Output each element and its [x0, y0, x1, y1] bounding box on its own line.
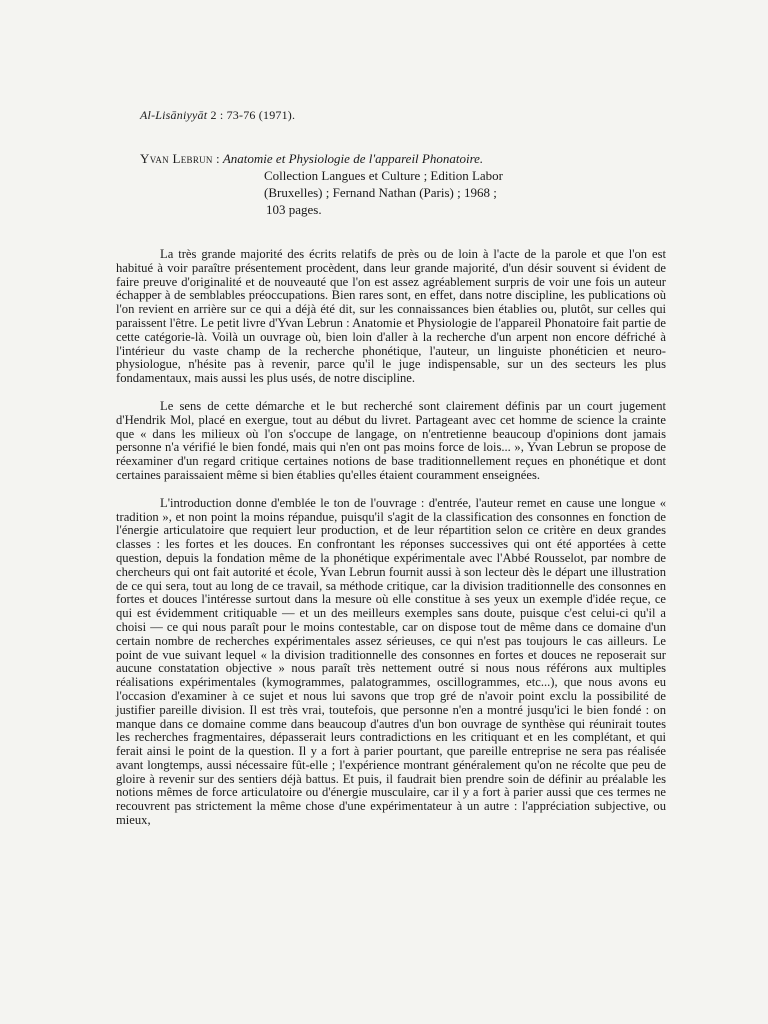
journal-name: Al-Lisāniyyāt	[140, 108, 208, 122]
journal-citation	[140, 108, 295, 123]
publication-line-1: Collection Langues et Culture ; Edition Labor	[264, 168, 504, 183]
publication-line-2: (Bruxelles) ; Fernand Nathan (Paris) ; 1968 ;	[264, 185, 497, 200]
book-title: Anatomie et Physiologie de l'appareil Phonatoire.	[222, 151, 484, 166]
paragraph-3: L'introduction donne d'emblée le ton de l'ouvrage : d'entrée, l'auteur remet en cause une longue « tradition », et non point la moins répandue, puisqu'il s'agit de la classification des consonnes en fonction de l'énergie articulatoire que requiert leur production, et de leur répartition selon ce critère en deux grandes classes : les fortes et les douces. En confrontant les réponses successives qui ont été apportées à cette question, depuis la fondation même de la phonétique expérimentale avec l'Abbé Rousselot, par nombre de chercheurs qui ont fait autorité et école, Yvan Lebrun fournit aussi à son lecteur dès le départ une illustration de ce qui sera, tout au long de ce travail, sa méthode critique, car la division traditionnelle des consonnes en fortes et douces l'intéresse surtout dans la mesure où elle constitue à ses yeux un exemple d'idée reçue, ce qui est évidemment critiquable — et un des meilleurs exemples sans doute, puisque c'est celui-ci qu'il a choisi — ce qui nous paraît pour le moins contestable, car on dispose tout de même dans ce domaine d'un certain nombre de recherches expérimentales assez sérieuses, ce qui n'est pas toujours le cas ailleurs. Le point de vue suivant lequel « la division traditionnelle des consonnes en fortes et douces ne reposerait sur aucune constatation objective » nous paraît très nettement outré si nous nous référons aux multiples réalisations expérimentales (kymogrammes, palatogrammes, oscillogrammes, etc...), que nous avons eu l'occasion d'examiner à ce sujet et nous lui savons que trop gré de n'avoir point exclu la possibilité de justifier pareille division. Il est très vrai, toutefois, que personne n'en a montré jusqu'ici le bien fondé : on manque dans ce domaine comme dans beaucoup d'autres d'un bon ouvrage de synthèse qui réunirait toutes les recherches fragmentaires, dépasserait leurs contradictions en les critiquant et en les complétant, et qui ferait ainsi le point de la question. Il y a fort à parier pourtant, que pareille entreprise ne sera pas réalisée avant longtemps, aussi nécessaire fût-elle ; l'expérience montrant généralement qu'on ne récolte que peu de gloire à revenir sur des sentiers déjà battus. Et puis, il faudrait bien prendre soin de définir au préalable les notions mêmes de force articulatoire ou d'énergie musculaire, car il y a fort à parier aussi que ces termes ne recouvrent pas strictement la même chose d'une expérimentateur à un autre : l'appréciation subjective, ou mieux,	[116, 495, 666, 828]
page-count: 103 pages.	[266, 202, 322, 217]
paragraph-2: Le sens de cette démarche et le but recherché sont clairement définis par un court jugement d'Hendrik Mol, placé en exergue, tout au début du livret. Partageant avec cet homme de science la crainte que « dans les milieux où l'on s'occupe de langage, on n'entretienne beaucoup d'opinions dont jamais personne n'a vérifié le bien fondé, mais qui n'en ont pas moins force de lois... », Yvan Lebrun se propose de réexaminer d'un regard critique certaines notions de base traditionnellement reçues en phonétique et dont certaines paraissaient même si bien établies qu'elles étaient couramment enseignées.	[116, 398, 666, 482]
review-header	[140, 150, 640, 218]
review-body	[116, 248, 666, 842]
review-author: Yvan Lebrun	[140, 151, 213, 166]
journal-details: 2 : 73-76 (1971).	[210, 108, 296, 122]
paragraph-1: La très grande majorité des écrits relatifs de près ou de loin à l'acte de la parole et que l'on est habitué à voir paraître présentement procèdent, dans leur grande majorité, d'un désir souvent si évident de faire preuve d'originalité et de nouveauté que l'on est assez agréablement surpris de voir une fois un auteur échapper à de semblables préoccupations. Bien rares sont, en effet, dans notre discipline, les publications où l'on revient en arrière sur ce qui a déjà été dit, sur les connaissances bien établies ou, plutôt, sur celles qui paraissent l'être. Le petit livre d'Yvan Lebrun : Anatomie et Physiologie de l'appareil Phonatoire fait partie de cette catégorie-là. Voilà un ouvrage où, bien loin d'aller à la recherche d'un arpent non encore défriché à l'intérieur du vaste champ de la recherche phonétique, l'auteur, un linguiste phonéticien et neuro-physiologue, n'hésite pas à revenir, parce qu'il le juge indispensable, sur un des secteurs les plus fondamentaux, mais aussi les plus usés, de notre discipline.	[116, 247, 666, 386]
author-colon: :	[215, 151, 220, 166]
